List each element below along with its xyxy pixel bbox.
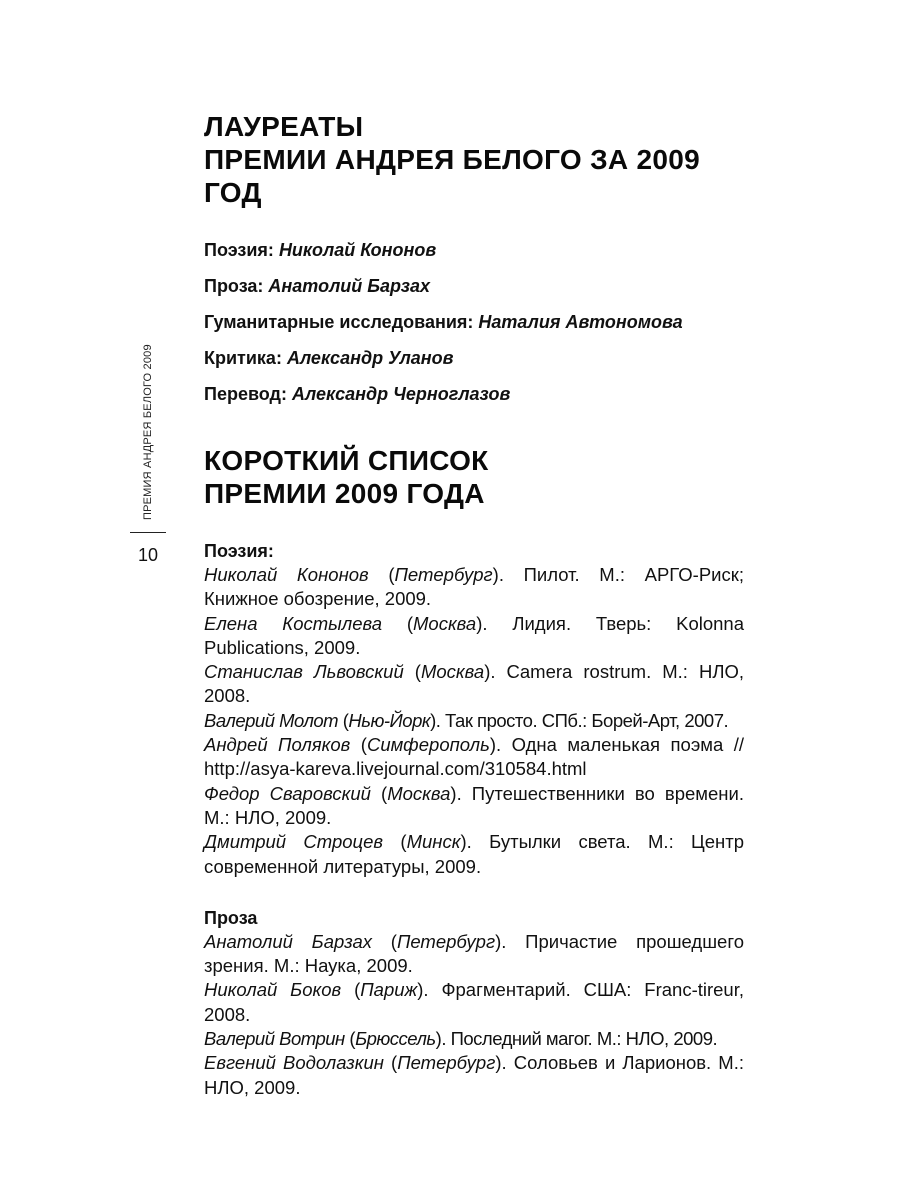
shortlist-entry: Евгений Водолазкин (Петербург). Соловьев и Ларионов. М.: НЛО, 2009. bbox=[204, 1052, 744, 1098]
entry-author: Николай Кононов bbox=[204, 564, 369, 585]
laureate-name: Николай Кононов bbox=[278, 240, 437, 260]
shortlist-entry: Дмитрий Строцев (Минск). Бутылки света. М.: Центр современной литературы, 2009. bbox=[204, 831, 745, 877]
entry-city: Москва bbox=[413, 612, 477, 634]
entry-city: Симферополь bbox=[366, 734, 490, 756]
entry-city: Москва bbox=[420, 661, 485, 683]
entry-details: . Camera rostrum. М.: НЛО, 2008. bbox=[204, 661, 744, 707]
shortlist-heading-line1: КОРОТКИЙ СПИСОК bbox=[204, 445, 489, 476]
entry-details: . Причастие прошедшего зрения. М.: Наука, 2009. bbox=[204, 930, 744, 977]
poetry-entries bbox=[204, 563, 744, 879]
laureates-list bbox=[204, 238, 744, 406]
laureate-category: Проза: bbox=[204, 276, 264, 296]
laureate-category: Поэзия: bbox=[204, 240, 274, 260]
entry-author: Станислав Львовский bbox=[204, 661, 404, 683]
laureate-item bbox=[204, 274, 744, 298]
laureate-category: Перевод: bbox=[204, 384, 287, 404]
entry-details: . Путешественники во времени. М.: НЛО, 2009. bbox=[204, 782, 744, 828]
shortlist-entry: Валерий Молот (Нью-Йорк). Так просто. СПб.: Борей-Арт, 2007. bbox=[204, 709, 729, 731]
shortlist-entry: Анатолий Барзах (Петербург). Причастие прошедшего зрения. М.: Наука, 2009. bbox=[204, 930, 744, 977]
shortlist-heading-line2: ПРЕМИИ 2009 ГОДА bbox=[204, 478, 485, 509]
entry-city: Петербург bbox=[397, 1052, 496, 1074]
poetry-category-title: Поэзия: bbox=[204, 541, 274, 561]
laureate-name: Александр Черноглазов bbox=[291, 384, 511, 404]
laureate-name: Александр Уланов bbox=[286, 348, 454, 368]
shortlist-entry: Елена Костылева (Москва). Лидия. Тверь: Kolonna Publications, 2009. bbox=[204, 612, 744, 658]
entry-details: . Последний магог. М.: НЛО, 2009. bbox=[441, 1028, 718, 1050]
entry-author: Валерий Молот bbox=[204, 709, 339, 731]
shortlist-entry: Станислав Львовский (Москва). Camera rostrum. М.: НЛО, 2008. bbox=[204, 661, 744, 707]
entry-author: Елена Костылева bbox=[204, 612, 383, 634]
entry-author: Федор Сваровский bbox=[204, 782, 371, 804]
prose-category-title: Проза bbox=[204, 907, 258, 928]
laureates-heading-line2: ПРЕМИИ АНДРЕЯ БЕЛОГО ЗА 2009 ГОД bbox=[204, 144, 700, 208]
entry-details: . Пилот. М.: АРГО-Риск; Книжное обозрение, 2009. bbox=[204, 564, 744, 610]
laureates-heading-line1: ЛАУРЕАТЫ bbox=[204, 111, 364, 142]
entry-details: . Так просто. СПб.: Борей-Арт, 2007. bbox=[435, 709, 729, 731]
entry-details: . Фрагментарий. США: Franc-tireur, 2008. bbox=[204, 979, 744, 1025]
entry-details: . Одна маленькая поэма // http://asya-kareva.livejournal.com/310584.html bbox=[204, 734, 744, 780]
laureate-item bbox=[204, 382, 744, 406]
laureate-name: Анатолий Барзах bbox=[268, 276, 430, 296]
entry-details: . Лидия. Тверь: Kolonna Publications, 2009. bbox=[204, 612, 744, 658]
entry-city: Минск bbox=[406, 831, 461, 853]
entry-details: . Соловьев и Ларионов. М.: НЛО, 2009. bbox=[204, 1052, 744, 1098]
laureate-name: Наталия Автономова bbox=[478, 312, 683, 332]
entry-city: Париж bbox=[360, 979, 418, 1001]
entry-author: Анатолий Барзах bbox=[204, 930, 373, 952]
laureate-category: Критика: bbox=[204, 348, 282, 368]
laureate-category: Гуманитарные исследования: bbox=[204, 312, 474, 332]
page-content bbox=[204, 110, 744, 1100]
laureate-item bbox=[204, 238, 744, 262]
laureate-item bbox=[204, 310, 744, 334]
running-title bbox=[140, 344, 158, 522]
entry-author: Николай Боков bbox=[204, 979, 342, 1001]
shortlist-entry: Валерий Вотрин (Брюссель). Последний магог. М.: НЛО, 2009. bbox=[204, 1028, 718, 1050]
entry-city: Брюссель bbox=[355, 1028, 436, 1050]
page-number: 10 bbox=[137, 545, 159, 565]
shortlist-entry: Николай Боков (Париж). Фрагментарий. США: Franc-tireur, 2008. bbox=[204, 979, 744, 1025]
laureate-item bbox=[204, 346, 744, 370]
entry-author: Валерий Вотрин bbox=[204, 1028, 345, 1050]
entry-city: Петербург bbox=[396, 930, 496, 952]
entry-author: Дмитрий Строцев bbox=[204, 831, 384, 853]
shortlist-entry: Андрей Поляков (Симферополь). Одна маленькая поэма // http://asya-kareva.livejournal.com/310584.html bbox=[204, 734, 744, 780]
shortlist-heading bbox=[204, 444, 744, 510]
entry-city: Петербург bbox=[394, 564, 493, 585]
entry-author: Евгений Водолазкин bbox=[204, 1052, 384, 1074]
entry-city: Нью-Йорк bbox=[348, 709, 431, 731]
shortlist-entry: Федор Сваровский (Москва). Путешественники во времени. М.: НЛО, 2009. bbox=[204, 782, 744, 828]
prose-entries bbox=[204, 930, 744, 1100]
entry-city: Москва bbox=[387, 782, 451, 804]
laureates-heading bbox=[204, 110, 744, 209]
running-title-text: ПРЕМИЯ АНДРЕЯ БЕЛОГО 2009 bbox=[142, 344, 154, 520]
shortlist-entry: Николай Кононов (Петербург). Пилот. М.: АРГО-Риск; Книжное обозрение, 2009. bbox=[204, 564, 744, 610]
page-number-rule bbox=[130, 532, 166, 533]
entry-details: . Бутылки света. М.: Центр современной литературы, 2009. bbox=[204, 831, 745, 877]
entry-author: Андрей Поляков bbox=[204, 734, 351, 756]
